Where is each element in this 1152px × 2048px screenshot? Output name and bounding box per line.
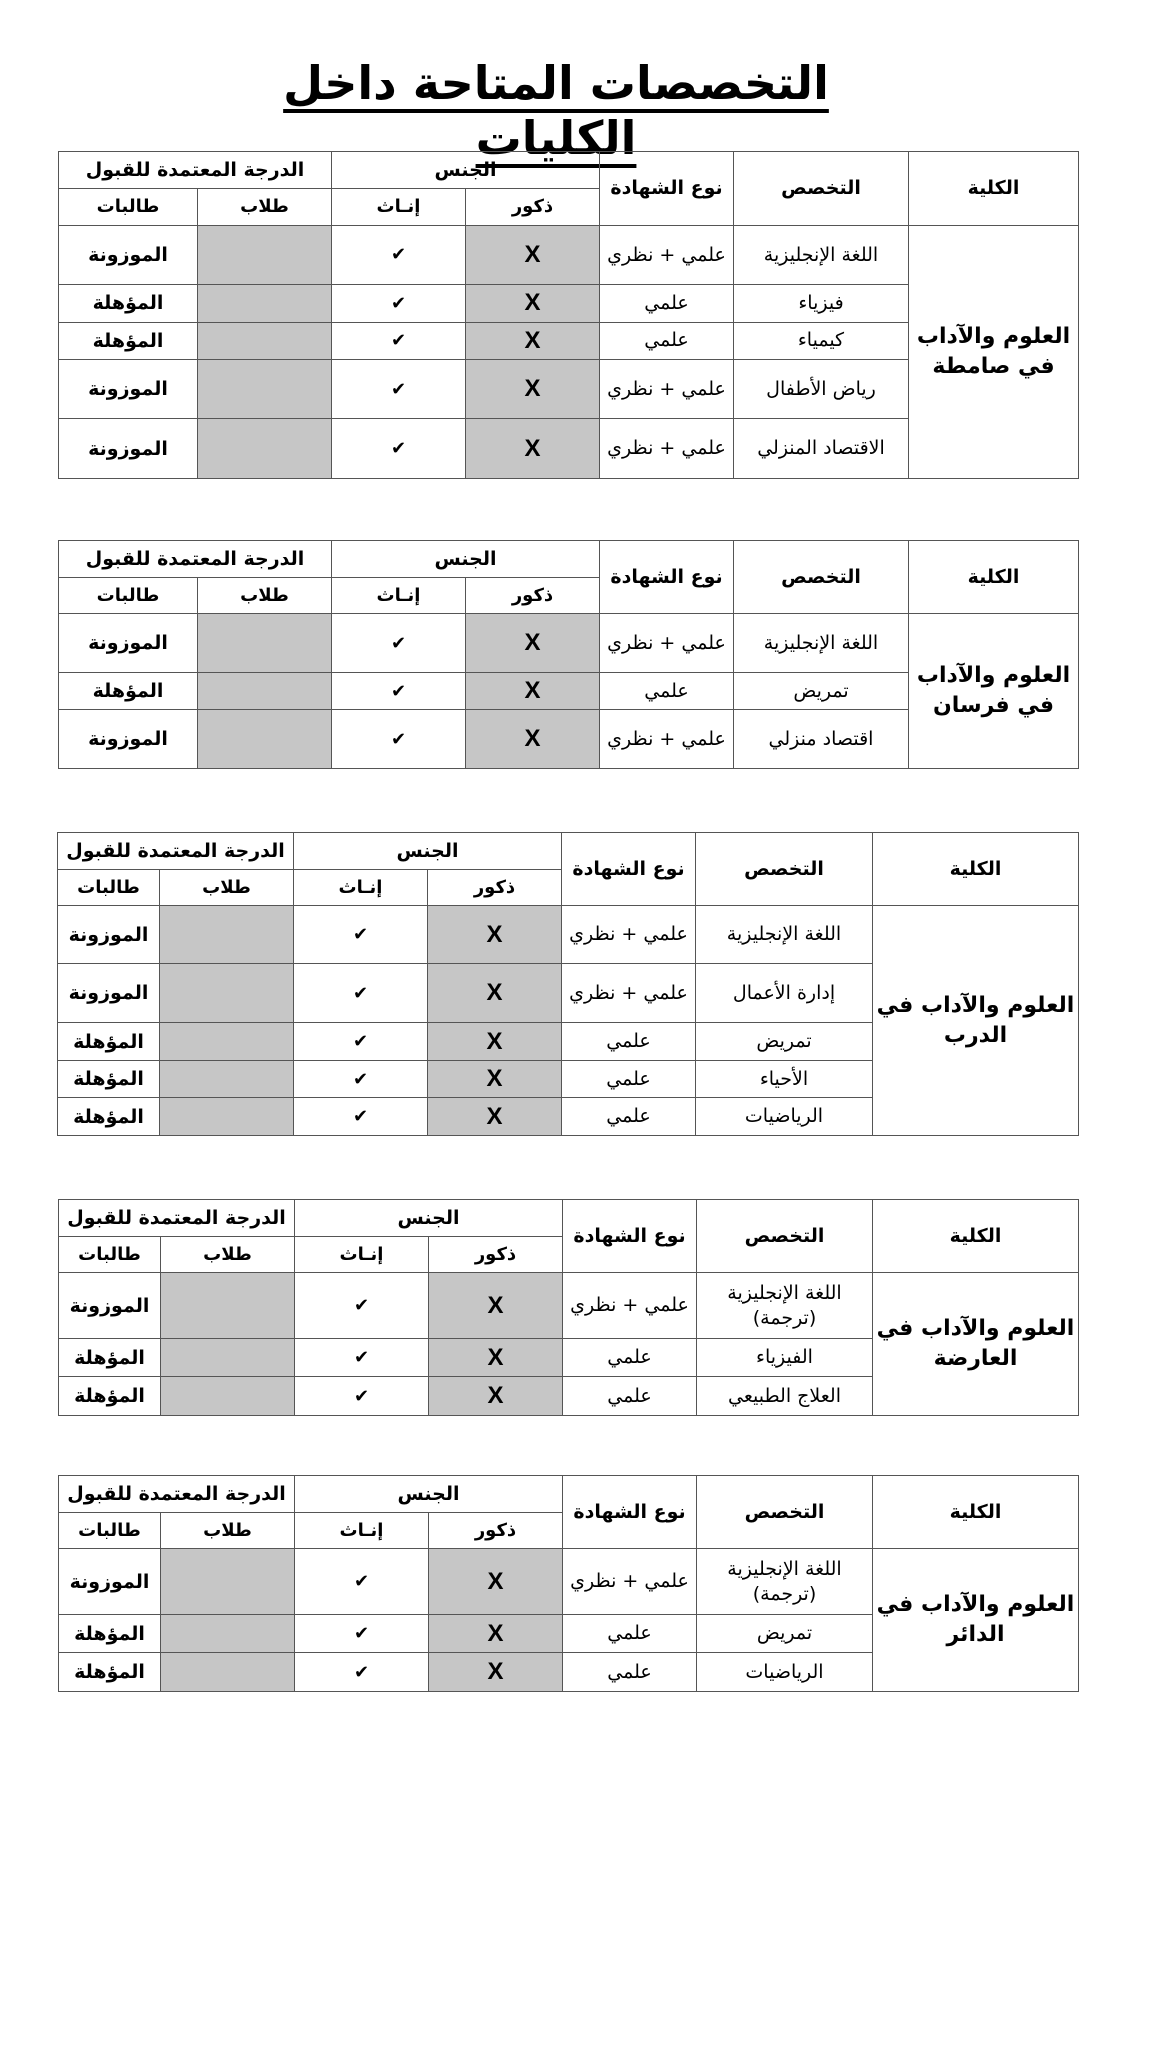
female-check-icon: ✔: [332, 322, 466, 359]
girls-grade-cell: الموزونة: [59, 225, 198, 285]
header-gender: الجنس: [295, 1476, 563, 1513]
girls-grade-cell: المؤهلة: [59, 322, 198, 359]
girls-grade-cell: الموزونة: [59, 1273, 161, 1339]
female-check-icon: ✔: [294, 964, 428, 1023]
certificate-cell: علمي + نظري: [600, 359, 734, 419]
header-certificate: نوع الشهادة: [562, 833, 696, 906]
girls-grade-cell: المؤهلة: [59, 673, 198, 710]
girls-grade-cell: الموزونة: [59, 1549, 161, 1615]
certificate-cell: علمي: [563, 1339, 697, 1377]
header-gender: الجنس: [332, 152, 600, 189]
header-certificate: نوع الشهادة: [600, 541, 734, 614]
certificate-cell: علمي: [562, 1061, 696, 1098]
college-name: العلوم والآداب في صامطة: [909, 225, 1079, 478]
boys-grade-cell: [198, 419, 332, 479]
girls-grade-cell: الموزونة: [59, 710, 198, 769]
boys-grade-cell: [198, 359, 332, 419]
boys-grade-cell: [161, 1615, 295, 1653]
male-x-mark: X: [466, 359, 600, 419]
header-certificate: نوع الشهادة: [563, 1476, 697, 1549]
male-x-mark: X: [429, 1615, 563, 1653]
male-x-mark: X: [428, 964, 562, 1023]
male-x-mark: X: [429, 1339, 563, 1377]
header-female: إنـاث: [295, 1513, 429, 1549]
certificate-cell: علمي: [600, 322, 734, 359]
header-specialization: التخصص: [734, 541, 909, 614]
boys-grade-cell: [161, 1549, 295, 1615]
boys-grade-cell: [160, 964, 294, 1023]
boys-grade-cell: [161, 1273, 295, 1339]
female-check-icon: ✔: [332, 673, 466, 710]
boys-grade-cell: [161, 1339, 295, 1377]
female-check-icon: ✔: [332, 419, 466, 479]
male-x-mark: X: [429, 1377, 563, 1416]
header-gender: الجنس: [332, 541, 600, 578]
female-check-icon: ✔: [332, 614, 466, 673]
header-grade: الدرجة المعتمدة للقبول: [58, 833, 294, 870]
certificate-cell: علمي: [563, 1615, 697, 1653]
boys-grade-cell: [198, 614, 332, 673]
table-row: [59, 1273, 1079, 1339]
certificate-cell: علمي: [563, 1377, 697, 1416]
header-female: إنـاث: [295, 1237, 429, 1273]
header-male: ذكور: [466, 189, 600, 225]
girls-grade-cell: الموزونة: [59, 359, 198, 419]
girls-grade-cell: الموزونة: [59, 614, 198, 673]
boys-grade-cell: [160, 1098, 294, 1136]
female-check-icon: ✔: [332, 225, 466, 285]
female-check-icon: ✔: [332, 710, 466, 769]
female-check-icon: ✔: [295, 1615, 429, 1653]
boys-grade-cell: [198, 225, 332, 285]
header-college: الكلية: [873, 1200, 1079, 1273]
header-male: ذكور: [428, 870, 562, 906]
female-check-icon: ✔: [294, 1023, 428, 1061]
female-check-icon: ✔: [295, 1377, 429, 1416]
girls-grade-cell: المؤهلة: [59, 1653, 161, 1692]
male-x-mark: X: [428, 906, 562, 964]
certificate-cell: علمي + نظري: [600, 614, 734, 673]
specialization-cell: اللغة الإنجليزية: [734, 614, 909, 673]
male-x-mark: X: [466, 322, 600, 359]
table-row: [59, 225, 1079, 285]
female-check-icon: ✔: [295, 1549, 429, 1615]
header-boys: طلاب: [160, 870, 294, 906]
girls-grade-cell: المؤهلة: [58, 1098, 160, 1136]
header-college: الكلية: [873, 833, 1079, 906]
male-x-mark: X: [466, 673, 600, 710]
boys-grade-cell: [160, 906, 294, 964]
girls-grade-cell: الموزونة: [59, 419, 198, 479]
girls-grade-cell: الموزونة: [58, 906, 160, 964]
header-girls: طالبات: [59, 578, 198, 614]
male-x-mark: X: [428, 1061, 562, 1098]
specialization-cell: الرياضيات: [697, 1653, 873, 1692]
header-college: الكلية: [909, 541, 1079, 614]
college-table-alaridah: [58, 1199, 1079, 1416]
male-x-mark: X: [429, 1273, 563, 1339]
header-girls: طالبات: [58, 870, 160, 906]
specialization-cell: العلاج الطبيعي: [697, 1377, 873, 1416]
boys-grade-cell: [160, 1023, 294, 1061]
boys-grade-cell: [161, 1653, 295, 1692]
girls-grade-cell: المؤهلة: [59, 1615, 161, 1653]
male-x-mark: X: [466, 419, 600, 479]
specialization-cell: الاقتصاد المنزلي: [734, 419, 909, 479]
certificate-cell: علمي + نظري: [600, 710, 734, 769]
header-female: إنـاث: [332, 578, 466, 614]
boys-grade-cell: [198, 710, 332, 769]
header-gender: الجنس: [294, 833, 562, 870]
header-specialization: التخصص: [696, 833, 873, 906]
boys-grade-cell: [198, 673, 332, 710]
header-college: الكلية: [909, 152, 1079, 226]
table-row: [58, 906, 1079, 964]
header-male: ذكور: [466, 578, 600, 614]
specialization-cell: تمريض: [696, 1023, 873, 1061]
header-female: إنـاث: [332, 189, 466, 225]
male-x-mark: X: [466, 285, 600, 322]
college-name: العلوم والآداب في العارضة: [873, 1273, 1079, 1416]
specialization-cell: رياض الأطفال: [734, 359, 909, 419]
girls-grade-cell: المؤهلة: [59, 1339, 161, 1377]
specialization-cell: اللغة الإنجليزية (ترجمة): [697, 1549, 873, 1615]
specialization-cell: الرياضيات: [696, 1098, 873, 1136]
header-grade: الدرجة المعتمدة للقبول: [59, 1200, 295, 1237]
specialization-cell: كيمياء: [734, 322, 909, 359]
female-check-icon: ✔: [294, 1098, 428, 1136]
certificate-cell: علمي + نظري: [600, 419, 734, 479]
page-title: التخصصات المتاحة داخل الكليات: [283, 56, 829, 166]
girls-grade-cell: الموزونة: [58, 964, 160, 1023]
header-certificate: نوع الشهادة: [600, 152, 734, 226]
female-check-icon: ✔: [294, 906, 428, 964]
female-check-icon: ✔: [295, 1273, 429, 1339]
female-check-icon: ✔: [295, 1653, 429, 1692]
male-x-mark: X: [428, 1098, 562, 1136]
specialization-cell: تمريض: [697, 1615, 873, 1653]
header-male: ذكور: [429, 1237, 563, 1273]
certificate-cell: علمي: [600, 673, 734, 710]
college-name: العلوم والآداب في الدائر: [873, 1549, 1079, 1692]
specialization-cell: اللغة الإنجليزية: [696, 906, 873, 964]
header-male: ذكور: [429, 1513, 563, 1549]
girls-grade-cell: المؤهلة: [59, 285, 198, 322]
female-check-icon: ✔: [294, 1061, 428, 1098]
certificate-cell: علمي + نظري: [562, 964, 696, 1023]
certificate-cell: علمي: [600, 285, 734, 322]
certificate-cell: علمي + نظري: [563, 1549, 697, 1615]
male-x-mark: X: [466, 614, 600, 673]
header-girls: طالبات: [59, 1237, 161, 1273]
header-grade: الدرجة المعتمدة للقبول: [59, 541, 332, 578]
header-boys: طلاب: [198, 578, 332, 614]
specialization-cell: فيزياء: [734, 285, 909, 322]
girls-grade-cell: المؤهلة: [58, 1061, 160, 1098]
table-row: [59, 614, 1079, 673]
college-name: العلوم والآداب في فرسان: [909, 614, 1079, 769]
specialization-cell: اقتصاد منزلي: [734, 710, 909, 769]
certificate-cell: علمي + نظري: [563, 1273, 697, 1339]
header-female: إنـاث: [294, 870, 428, 906]
specialization-cell: اللغة الإنجليزية (ترجمة): [697, 1273, 873, 1339]
boys-grade-cell: [198, 285, 332, 322]
certificate-cell: علمي: [563, 1653, 697, 1692]
header-gender: الجنس: [295, 1200, 563, 1237]
female-check-icon: ✔: [332, 359, 466, 419]
certificate-cell: علمي + نظري: [562, 906, 696, 964]
header-specialization: التخصص: [734, 152, 909, 226]
girls-grade-cell: المؤهلة: [58, 1023, 160, 1061]
female-check-icon: ✔: [295, 1339, 429, 1377]
header-specialization: التخصص: [697, 1200, 873, 1273]
header-grade: الدرجة المعتمدة للقبول: [59, 152, 332, 189]
header-boys: طلاب: [161, 1237, 295, 1273]
boys-grade-cell: [161, 1377, 295, 1416]
college-name: العلوم والآداب في الدرب: [873, 906, 1079, 1136]
header-college: الكلية: [873, 1476, 1079, 1549]
specialization-cell: تمريض: [734, 673, 909, 710]
header-grade: الدرجة المعتمدة للقبول: [59, 1476, 295, 1513]
table-row: [59, 1549, 1079, 1615]
header-girls: طالبات: [59, 1513, 161, 1549]
male-x-mark: X: [466, 225, 600, 285]
boys-grade-cell: [160, 1061, 294, 1098]
header-boys: طلاب: [198, 189, 332, 225]
male-x-mark: X: [429, 1549, 563, 1615]
male-x-mark: X: [429, 1653, 563, 1692]
header-certificate: نوع الشهادة: [563, 1200, 697, 1273]
certificate-cell: علمي + نظري: [600, 225, 734, 285]
header-specialization: التخصص: [697, 1476, 873, 1549]
specialization-cell: إدارة الأعمال: [696, 964, 873, 1023]
specialization-cell: اللغة الإنجليزية: [734, 225, 909, 285]
girls-grade-cell: المؤهلة: [59, 1377, 161, 1416]
header-boys: طلاب: [161, 1513, 295, 1549]
certificate-cell: علمي: [562, 1023, 696, 1061]
college-table-aldaer: [58, 1475, 1079, 1692]
female-check-icon: ✔: [332, 285, 466, 322]
male-x-mark: X: [428, 1023, 562, 1061]
specialization-cell: الأحياء: [696, 1061, 873, 1098]
boys-grade-cell: [198, 322, 332, 359]
college-table-samtah: [58, 151, 1079, 479]
certificate-cell: علمي: [562, 1098, 696, 1136]
specialization-cell: الفيزياء: [697, 1339, 873, 1377]
college-table-aldarb: [57, 832, 1079, 1136]
college-table-farasan: [58, 540, 1079, 769]
header-girls: طالبات: [59, 189, 198, 225]
male-x-mark: X: [466, 710, 600, 769]
